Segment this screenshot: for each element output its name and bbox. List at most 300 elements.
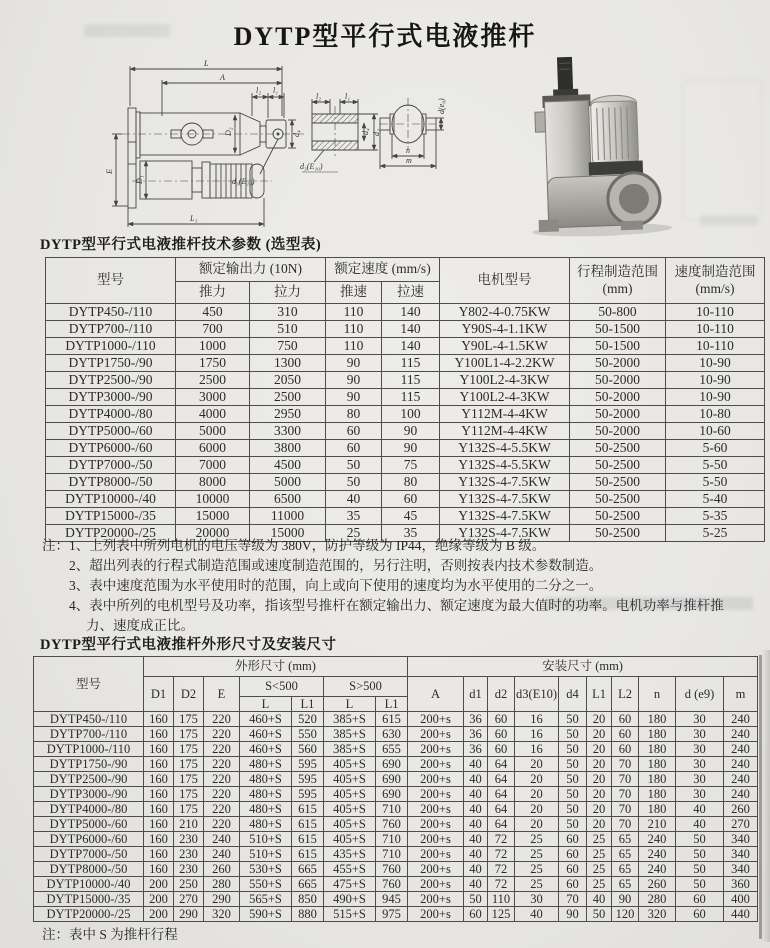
value-cell: 64 — [488, 757, 515, 772]
value-cell: 90 — [382, 423, 440, 440]
model-cell: DYTP5000-/60 — [34, 817, 144, 832]
value-cell: 200+s — [408, 832, 464, 847]
value-cell: 220 — [204, 712, 240, 727]
value-cell: 36 — [464, 712, 488, 727]
value-cell: 50-2000 — [570, 389, 666, 406]
value-cell: 1300 — [250, 355, 326, 372]
value-cell: 1000 — [176, 338, 250, 355]
value-cell: 60 — [559, 832, 587, 847]
value-cell: 10-110 — [666, 338, 765, 355]
value-cell: 515+S — [324, 907, 376, 922]
value-cell: 2500 — [250, 389, 326, 406]
scan-edge-line — [759, 655, 762, 939]
dim-col-L-gt: L — [324, 697, 376, 712]
value-cell: 60 — [676, 907, 724, 922]
value-cell: 110 — [488, 892, 515, 907]
value-cell: 35 — [382, 525, 440, 542]
value-cell: 200+s — [408, 847, 464, 862]
dim-col-L-lt: L — [240, 697, 292, 712]
value-cell: 360 — [724, 877, 758, 892]
value-cell: 510+S — [240, 832, 292, 847]
product-photo — [520, 50, 678, 238]
value-cell: 160 — [144, 742, 174, 757]
value-cell: 60 — [559, 877, 587, 892]
value-cell: 200+s — [408, 787, 464, 802]
value-cell: 40 — [464, 787, 488, 802]
table-row — [46, 457, 765, 474]
value-cell: 50-800 — [570, 304, 666, 321]
value-cell: 10-80 — [666, 406, 765, 423]
value-cell: 10000 — [176, 491, 250, 508]
value-cell: 25 — [515, 862, 559, 877]
value-cell: 5-50 — [666, 474, 765, 491]
value-cell: 25 — [326, 525, 382, 542]
value-cell: 50 — [559, 787, 587, 802]
value-cell: 180 — [639, 772, 676, 787]
model-cell: DYTP8000-/50 — [46, 474, 176, 491]
value-cell: 200 — [144, 907, 174, 922]
value-cell: 750 — [250, 338, 326, 355]
value-cell: 70 — [612, 757, 639, 772]
value-cell: 480+S — [240, 772, 292, 787]
dim-col-L2: L2 — [612, 677, 639, 712]
value-cell: 75 — [382, 457, 440, 474]
value-cell: 40 — [515, 907, 559, 922]
value-cell: 180 — [639, 787, 676, 802]
model-cell: DYTP700-/110 — [46, 321, 176, 338]
value-cell: 64 — [488, 817, 515, 832]
value-cell: 20 — [587, 772, 612, 787]
value-cell: 3800 — [250, 440, 326, 457]
notes-block — [42, 536, 744, 636]
model-cell: DYTP1000-/110 — [46, 338, 176, 355]
value-cell: 5-25 — [666, 525, 765, 542]
dim-col-E: E — [204, 677, 240, 712]
model-cell: DYTP15000-/35 — [34, 892, 144, 907]
value-cell: 160 — [144, 817, 174, 832]
value-cell: 450 — [176, 304, 250, 321]
value-cell: 160 — [144, 727, 174, 742]
value-cell: 30 — [676, 787, 724, 802]
value-cell: 60 — [488, 742, 515, 757]
value-cell: 10-60 — [666, 423, 765, 440]
value-cell: 10-90 — [666, 355, 765, 372]
value-cell: 710 — [376, 847, 408, 862]
dim-col-m: m — [724, 677, 758, 712]
value-cell: 64 — [488, 802, 515, 817]
value-cell: 385+S — [324, 712, 376, 727]
value-cell: 270 — [174, 892, 204, 907]
value-cell: 710 — [376, 802, 408, 817]
value-cell: 690 — [376, 772, 408, 787]
value-cell: 180 — [639, 727, 676, 742]
value-cell: 260 — [724, 802, 758, 817]
note-1: 1、上列表中所列电机的电压等级为 380V，防护等级为 IP44，绝缘等级为 B 级。 — [69, 538, 546, 553]
value-cell: 405+S — [324, 757, 376, 772]
spec-col-stroke-range — [570, 258, 666, 304]
value-cell: 435+S — [324, 847, 376, 862]
value-cell: 240 — [204, 832, 240, 847]
dim-label-A: A — [220, 73, 225, 82]
value-cell: 160 — [144, 757, 174, 772]
value-cell: 72 — [488, 832, 515, 847]
value-cell: 460+S — [240, 742, 292, 757]
dim-label-d3: d₃(E₁₀) — [232, 177, 255, 186]
value-cell: 25 — [587, 832, 612, 847]
value-cell: Y112M-4-4KW — [440, 406, 570, 423]
page-title: DYTP型平行式电液推杆 — [233, 22, 537, 51]
value-cell: 20 — [515, 772, 559, 787]
value-cell: Y100L2-4-3KW — [440, 389, 570, 406]
value-cell: 200+s — [408, 817, 464, 832]
table-row — [46, 406, 765, 423]
value-cell: 50 — [676, 862, 724, 877]
value-cell: 240 — [724, 772, 758, 787]
table-row — [34, 817, 758, 832]
table-row — [46, 389, 765, 406]
spec-col-rated-force: 额定输出力 (10N) — [176, 258, 326, 282]
spec-col-push-force: 推力 — [176, 282, 250, 304]
value-cell: 280 — [204, 877, 240, 892]
value-cell: 110 — [326, 338, 382, 355]
model-cell: DYTP15000-/35 — [46, 508, 176, 525]
fork-dim-d3: d₃(E₁₀) — [300, 162, 323, 171]
value-cell: 115 — [382, 355, 440, 372]
dim-label-l1: l₁ — [273, 86, 279, 95]
value-cell: 70 — [559, 892, 587, 907]
value-cell: 480+S — [240, 817, 292, 832]
value-cell: 65 — [612, 847, 639, 862]
value-cell: 160 — [144, 787, 174, 802]
value-cell: 8000 — [176, 474, 250, 491]
value-cell: 665 — [292, 877, 324, 892]
model-cell: DYTP20000-/25 — [46, 525, 176, 542]
trunnion-dim-d: d(e₉) — [437, 98, 446, 114]
table-row — [34, 907, 758, 922]
value-cell: 6500 — [250, 491, 326, 508]
value-cell: 60 — [488, 712, 515, 727]
value-cell: 690 — [376, 787, 408, 802]
value-cell: 405+S — [324, 832, 376, 847]
value-cell: 665 — [292, 862, 324, 877]
section1-heading: DYTP型平行式电液推杆技术参数 (选型表) — [40, 237, 322, 253]
table-row — [46, 474, 765, 491]
value-cell: 115 — [382, 389, 440, 406]
value-cell: 5-50 — [666, 457, 765, 474]
spec-col-rated-speed: 额定速度 (mm/s) — [326, 258, 440, 282]
value-cell: 480+S — [240, 802, 292, 817]
model-cell: DYTP8000-/50 — [34, 862, 144, 877]
table-row — [46, 423, 765, 440]
dim-col-A: A — [408, 677, 464, 712]
fork-dim-l2: l₂ — [316, 92, 322, 101]
table-row — [46, 304, 765, 321]
value-cell: 50-2000 — [570, 355, 666, 372]
dim-label-D2: D₂ — [224, 127, 233, 136]
value-cell: 180 — [639, 712, 676, 727]
dim-col-L1-gt: L1 — [376, 697, 408, 712]
note-4: 4、表中所列的电机型号及功率，指该型号推杆在额定输出力、额定速度为最大值时的功率。电机功率与推杆推力、速度成正比。 — [69, 598, 724, 633]
value-cell: Y132S-4-7.5KW — [440, 508, 570, 525]
speed-range-label: 速度制造范围 — [674, 263, 756, 279]
value-cell: 50 — [676, 877, 724, 892]
value-cell: 80 — [382, 474, 440, 491]
table-row — [46, 321, 765, 338]
value-cell: 240 — [724, 757, 758, 772]
value-cell: 175 — [174, 787, 204, 802]
value-cell: 220 — [204, 787, 240, 802]
value-cell: 945 — [376, 892, 408, 907]
value-cell: 25 — [587, 877, 612, 892]
value-cell: 520 — [292, 712, 324, 727]
model-cell: DYTP5000-/60 — [46, 423, 176, 440]
model-cell: DYTP450-/110 — [46, 304, 176, 321]
value-cell: 40 — [464, 862, 488, 877]
value-cell: 480+S — [240, 757, 292, 772]
table-row — [34, 847, 758, 862]
value-cell: 850 — [292, 892, 324, 907]
value-cell: 475+S — [324, 877, 376, 892]
value-cell: 440 — [724, 907, 758, 922]
value-cell: 40 — [464, 802, 488, 817]
value-cell: 30 — [676, 772, 724, 787]
value-cell: 25 — [587, 862, 612, 877]
value-cell: 20 — [587, 757, 612, 772]
model-cell: DYTP1750-/90 — [46, 355, 176, 372]
table-row — [34, 892, 758, 907]
value-cell: 11000 — [250, 508, 326, 525]
value-cell: 25 — [515, 847, 559, 862]
value-cell: 50-2000 — [570, 372, 666, 389]
spec-col-model: 型号 — [46, 258, 176, 304]
value-cell: Y112M-4-4KW — [440, 423, 570, 440]
value-cell: 200+s — [408, 742, 464, 757]
dim-col-D2: D2 — [174, 677, 204, 712]
value-cell: 2050 — [250, 372, 326, 389]
value-cell: 615 — [292, 817, 324, 832]
value-cell: 20 — [515, 787, 559, 802]
dim-col-D1: D1 — [144, 677, 174, 712]
dim-col-model: 型号 — [34, 657, 144, 712]
table-row — [34, 727, 758, 742]
speed-range-unit: (mm/s) — [695, 280, 735, 296]
value-cell: 230 — [174, 847, 204, 862]
value-cell: 20 — [515, 757, 559, 772]
value-cell: 25 — [587, 847, 612, 862]
value-cell: 110 — [326, 321, 382, 338]
value-cell: 7000 — [176, 457, 250, 474]
value-cell: 90 — [382, 440, 440, 457]
value-cell: 30 — [676, 757, 724, 772]
value-cell: 50-2000 — [570, 423, 666, 440]
value-cell: 160 — [144, 802, 174, 817]
value-cell: 30 — [676, 712, 724, 727]
dim-label-D1: D₁ — [135, 175, 144, 184]
value-cell: 20 — [587, 727, 612, 742]
value-cell: 100 — [382, 406, 440, 423]
value-cell: 490+S — [324, 892, 376, 907]
value-cell: 760 — [376, 862, 408, 877]
value-cell: 180 — [639, 742, 676, 757]
section2-heading: DYTP型平行式电液推杆外形尺寸及安装尺寸 — [40, 637, 337, 653]
value-cell: 455+S — [324, 862, 376, 877]
value-cell: 10-110 — [666, 304, 765, 321]
table-row — [34, 757, 758, 772]
scan-edge-shade — [762, 650, 770, 942]
value-cell: 30 — [676, 727, 724, 742]
spec-col-pull-force: 拉力 — [250, 282, 326, 304]
value-cell: Y802-4-0.75KW — [440, 304, 570, 321]
value-cell: 175 — [174, 757, 204, 772]
value-cell: 220 — [204, 817, 240, 832]
dim-group-s-gt-500: S>500 — [324, 677, 408, 697]
table-row — [34, 862, 758, 877]
value-cell: 615 — [292, 847, 324, 862]
value-cell: 60 — [676, 892, 724, 907]
value-cell: 50 — [559, 802, 587, 817]
value-cell: 6000 — [176, 440, 250, 457]
value-cell: 175 — [174, 802, 204, 817]
value-cell: Y132S-4-5.5KW — [440, 440, 570, 457]
fork-dim-l1: l₁ — [345, 92, 351, 101]
dim-label-d4: d₄ — [292, 130, 301, 137]
value-cell: 50 — [559, 742, 587, 757]
value-cell: 340 — [724, 862, 758, 877]
dimension-drawing — [92, 56, 510, 238]
value-cell: 20 — [515, 817, 559, 832]
value-cell: 5-60 — [666, 440, 765, 457]
value-cell: Y132S-4-7.5KW — [440, 491, 570, 508]
dim-group-s-lt-500: S<500 — [240, 677, 324, 697]
value-cell: 760 — [376, 877, 408, 892]
model-cell: DYTP3000-/90 — [34, 787, 144, 802]
dim-col-n: n — [639, 677, 676, 712]
value-cell: 50 — [559, 757, 587, 772]
value-cell: 50-1500 — [570, 321, 666, 338]
value-cell: 700 — [176, 321, 250, 338]
model-cell: DYTP20000-/25 — [34, 907, 144, 922]
value-cell: 60 — [326, 440, 382, 457]
dim-col-L1-lt: L1 — [292, 697, 324, 712]
value-cell: 240 — [724, 742, 758, 757]
value-cell: 160 — [144, 832, 174, 847]
value-cell: 72 — [488, 862, 515, 877]
value-cell: 320 — [639, 907, 676, 922]
value-cell: 175 — [174, 742, 204, 757]
value-cell: 10-90 — [666, 389, 765, 406]
value-cell: 630 — [376, 727, 408, 742]
value-cell: 655 — [376, 742, 408, 757]
dim-col-d1: d1 — [464, 677, 488, 712]
value-cell: 320 — [204, 907, 240, 922]
value-cell: 405+S — [324, 772, 376, 787]
value-cell: 25 — [515, 832, 559, 847]
value-cell: 140 — [382, 304, 440, 321]
model-cell: DYTP6000-/60 — [34, 832, 144, 847]
table-row — [34, 877, 758, 892]
value-cell: 90 — [326, 389, 382, 406]
dimension-table — [33, 656, 758, 922]
model-cell: DYTP700-/110 — [34, 727, 144, 742]
value-cell: 110 — [326, 304, 382, 321]
value-cell: 220 — [204, 742, 240, 757]
value-cell: 405+S — [324, 802, 376, 817]
value-cell: 240 — [724, 712, 758, 727]
value-cell: 15000 — [176, 508, 250, 525]
value-cell: 240 — [724, 727, 758, 742]
value-cell: 200+s — [408, 862, 464, 877]
value-cell: 50 — [559, 772, 587, 787]
table-row — [46, 372, 765, 389]
value-cell: 220 — [204, 802, 240, 817]
value-cell: 40 — [464, 847, 488, 862]
value-cell: 50 — [559, 817, 587, 832]
table-row — [34, 832, 758, 847]
table-row — [46, 355, 765, 372]
value-cell: 60 — [612, 742, 639, 757]
value-cell: 3000 — [176, 389, 250, 406]
value-cell: 90 — [612, 892, 639, 907]
value-cell: 20 — [515, 802, 559, 817]
value-cell: 760 — [376, 817, 408, 832]
value-cell: 20000 — [176, 525, 250, 542]
model-cell: DYTP4000-/80 — [46, 406, 176, 423]
value-cell: 200+s — [408, 712, 464, 727]
dim-col-L1: L1 — [587, 677, 612, 712]
value-cell: 220 — [204, 772, 240, 787]
dim-group-outline: 外形尺寸 (mm) — [144, 657, 408, 677]
value-cell: 200+s — [408, 802, 464, 817]
value-cell: 50 — [559, 712, 587, 727]
value-cell: 60 — [488, 727, 515, 742]
value-cell: 50-2000 — [570, 406, 666, 423]
value-cell: 2500 — [176, 372, 250, 389]
value-cell: 20 — [587, 787, 612, 802]
value-cell: 595 — [292, 757, 324, 772]
dim-label-E: E — [105, 169, 114, 174]
value-cell: 550+S — [240, 877, 292, 892]
value-cell: 40 — [676, 802, 724, 817]
value-cell: 175 — [174, 712, 204, 727]
model-cell: DYTP450-/110 — [34, 712, 144, 727]
value-cell: 30 — [676, 742, 724, 757]
value-cell: 200+s — [408, 877, 464, 892]
value-cell: 60 — [612, 727, 639, 742]
value-cell: 5-40 — [666, 491, 765, 508]
value-cell: 615 — [292, 832, 324, 847]
value-cell: 405+S — [324, 787, 376, 802]
value-cell: 240 — [639, 847, 676, 862]
value-cell: 180 — [639, 757, 676, 772]
value-cell: 60 — [559, 847, 587, 862]
dim-label-l2: l₂ — [256, 86, 262, 95]
dim-col-d2: d2 — [488, 677, 515, 712]
value-cell: 280 — [639, 892, 676, 907]
value-cell: 250 — [174, 877, 204, 892]
value-cell: 36 — [464, 742, 488, 757]
value-cell: 20 — [587, 817, 612, 832]
dim-col-d-e9: d (e9) — [676, 677, 724, 712]
model-cell: DYTP3000-/90 — [46, 389, 176, 406]
value-cell: 2950 — [250, 406, 326, 423]
value-cell: 90 — [326, 355, 382, 372]
value-cell: 975 — [376, 907, 408, 922]
value-cell: 260 — [204, 862, 240, 877]
stroke-range-unit: (mm) — [602, 280, 633, 296]
value-cell: 510 — [250, 321, 326, 338]
value-cell: 270 — [724, 817, 758, 832]
value-cell: 72 — [488, 847, 515, 862]
